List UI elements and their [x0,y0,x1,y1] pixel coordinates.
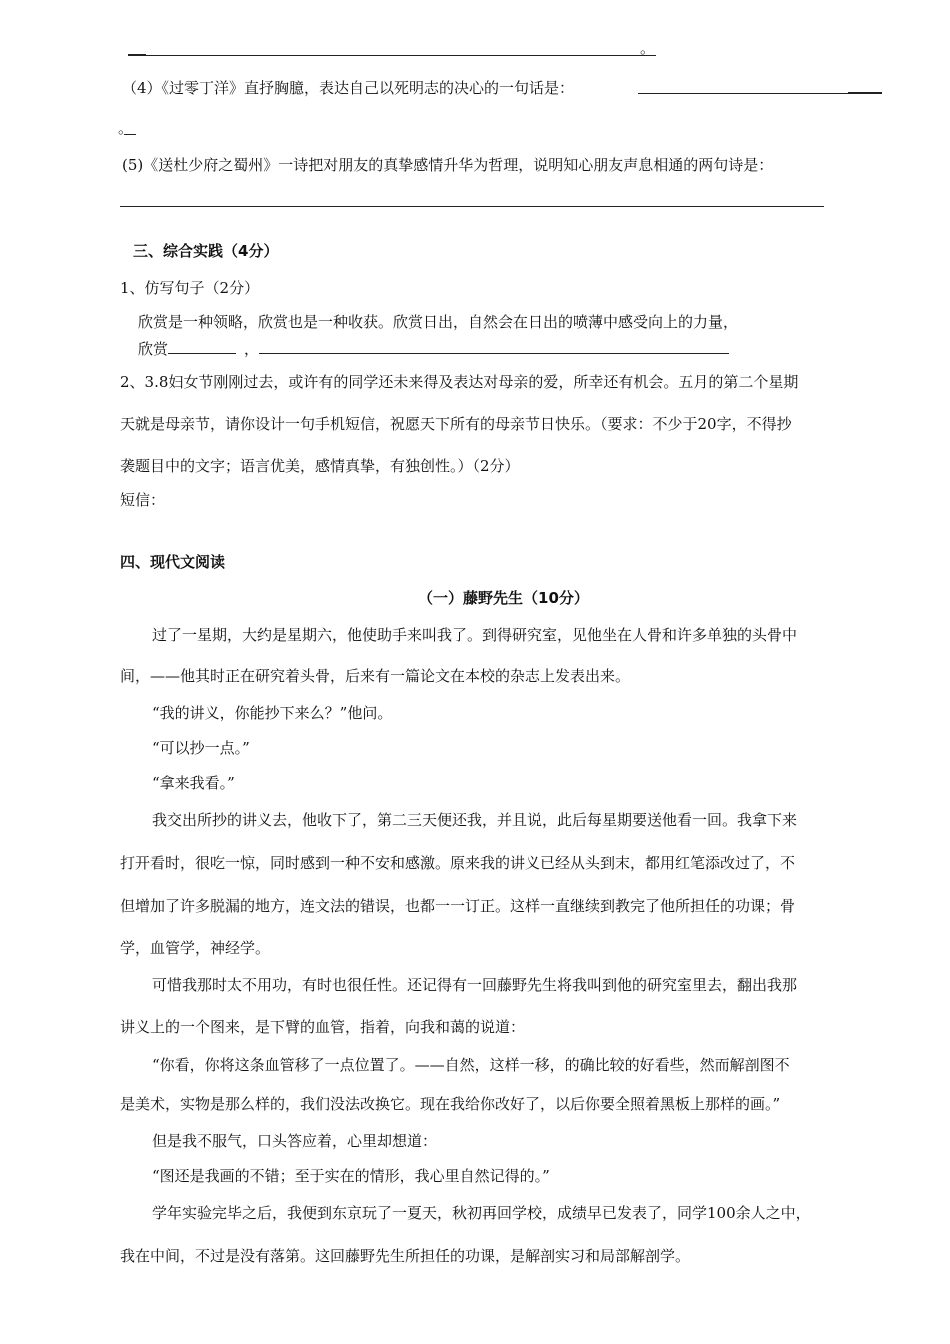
answer-line-top [146,55,656,56]
q4-period: 。 [118,119,134,137]
passage-line: 过了一星期，大约是星期六，他使助手来叫我了。到得研究室，见他坐在人骨和许多单独的头骨中 [152,626,798,644]
question-4: （4）《过零丁洋》直抒胸臆，表达自己以死明志的决心的一句话是： [122,79,575,97]
passage-line: 我在中间，不过是没有落第。这回藤野先生所担任的功课，是解剖实习和局部解剖学。 [120,1247,691,1265]
answer-line-q4 [638,93,848,94]
passage-line: 我交出所抄的讲义去，他收下了，第二三天便还我，并且说，此后每星期要送他看一回。我拿下来 [152,811,798,829]
section-4-title: 四、现代文阅读 [120,553,226,571]
passage-title: （一）藤野先生（10分） [418,589,589,607]
s3-question-1-example: 欣赏是一种领略，欣赏也是一种收获。欣赏日出，自然会在日出的喷薄中感受向上的力量， [138,313,739,331]
fill-comma: ， [244,340,260,358]
passage-line: 学，血管学，神经学。 [120,939,271,957]
passage-line: 但增加了许多脱漏的地方，连文法的错误，也都一一订正。这样一直继续到教完了他所担任的功课；骨 [120,897,796,915]
passage-line: “你看，你将这条血管移了一点位置了。——自然，这样一移，的确比较的好看些，然而解剖图不 [152,1056,790,1074]
top-period: 。 [640,39,656,57]
question-5: (5)《送杜少府之蜀州》一诗把对朋友的真挚感情升华为哲理，说明知心朋友声息相通的两句诗是： [122,156,774,174]
passage-line: “可以抄一点。” [152,739,250,757]
fill-prefix: 欣赏 [138,340,169,358]
answer-line-q5 [120,206,824,207]
s3-question-1-title: 1、仿写句子（2分） [120,279,260,297]
answer-line-top-stub [128,54,146,56]
passage-line: “拿来我看。” [152,774,235,792]
passage-line: 讲义上的一个图来，是下臂的血管，指着，向我和蔼的说道： [120,1018,526,1036]
s3-question-2-line-3: 袭题目中的文字；语言优美，感情真挚，有独创性。）（2分） [120,457,520,475]
s3-question-2-line-1: 2、3.8妇女节刚刚过去，或许有的同学还未来得及表达对母亲的爱，所幸还有机会。五月的第二个星期 [120,373,799,391]
passage-line: 打开看时，很吃一惊，同时感到一种不安和感激。原来我的讲义已经从头到末，都用红笔添改过了，不 [120,854,796,872]
s3-question-1-fill [138,339,729,359]
passage-line: 但是我不服气，口头答应着，心里却想道： [152,1132,438,1150]
passage-line: 可惜我那时太不用功，有时也很任性。还记得有一回藤野先生将我叫到他的研究室里去，翻出我那 [152,976,798,994]
answer-line-q4-end [848,92,882,94]
section-3-title: 三、综合实践（4分） [133,242,279,260]
passage-line: 间，——他其时正在研究着头骨，后来有一篇论文在本校的杂志上发表出来。 [120,667,631,685]
answer-line-q4-tail [124,134,136,135]
passage-line: “图还是我画的不错；至于实在的情形，我心里自然记得的。” [152,1167,550,1185]
fill-blank-long[interactable] [259,339,729,354]
passage-line: 学年实验完毕之后，我便到东京玩了一夏天，秋初再回学校，成绩早已发表了，同学100余人之中， [152,1204,811,1222]
passage-line: “我的讲义，你能抄下来么？”他问。 [152,704,393,722]
fill-blank-short[interactable] [168,339,236,354]
s3-question-2-line-2: 天就是母亲节，请你设计一句手机短信，祝愿天下所有的母亲节日快乐。（要求：不少于20字，不得抄 [120,415,792,433]
passage-line: 是美术，实物是那么样的，我们没法改换它。现在我给你改好了，以后你要全照着黑板上那样的画。” [120,1095,781,1113]
sms-label: 短信： [120,491,166,509]
